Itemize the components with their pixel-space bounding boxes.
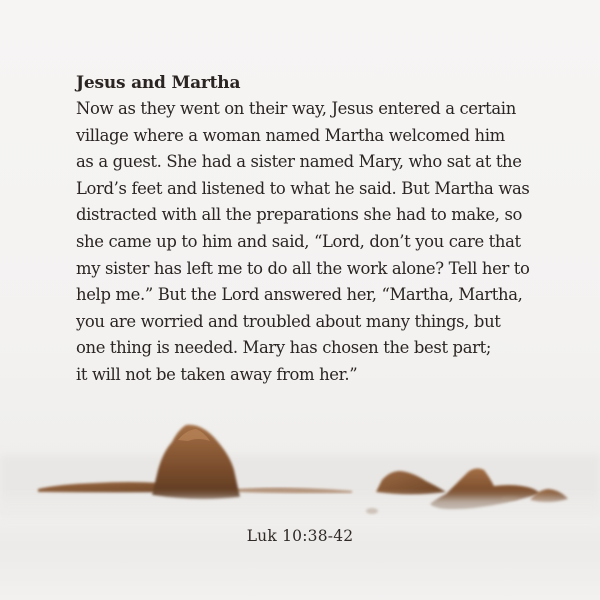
- passage-line: as a guest. She had a sister named Mary, who sat at the: [76, 152, 522, 172]
- passage-line: she came up to him and said, “Lord, don’t you care that: [76, 231, 521, 251]
- passage-line: village where a woman named Martha welcomed him: [76, 125, 505, 145]
- passage-text: [76, 72, 576, 389]
- passage-title: Jesus and Martha: [76, 73, 241, 93]
- passage-line: one thing is needed. Mary has chosen the best part;: [76, 338, 492, 358]
- passage-line: my sister has left me to do all the work alone? Tell her to: [76, 258, 530, 278]
- passage-line: it will not be taken away from her.”: [76, 364, 358, 384]
- passage-line: distracted with all the preparations she had to make, so: [76, 205, 523, 225]
- passage-line: you are worried and troubled about many things, but: [76, 311, 501, 331]
- passage-line: Now as they went on their way, Jesus entered a certain: [76, 99, 516, 118]
- passage-line: Lord’s feet and listened to what he said. But Martha was: [76, 178, 530, 198]
- scripture-reference: Luk 10:38-42: [246, 527, 354, 545]
- passage-line: help me.” But the Lord answered her, “Martha, Martha,: [76, 285, 523, 305]
